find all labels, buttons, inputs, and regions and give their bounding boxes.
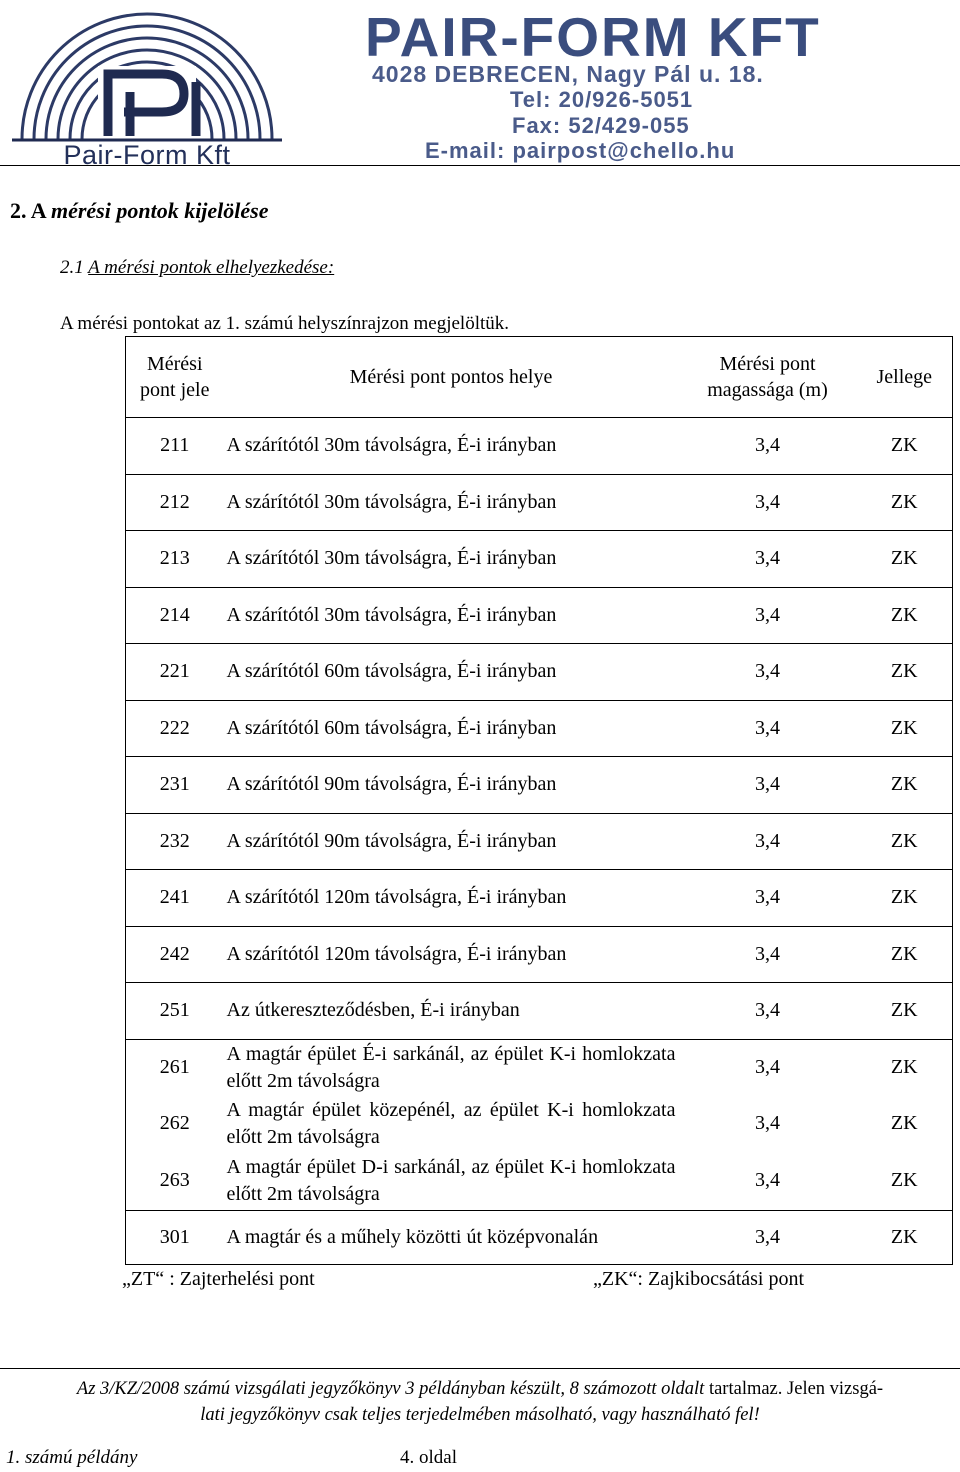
point-location: A magtár épület D-i sarkánál, az épület K-i homlokzata előtt 2m távolságra: [226, 1155, 676, 1205]
letterhead: [0, 0, 960, 170]
measurement-points-table: [125, 336, 953, 1265]
point-id: 251: [126, 983, 224, 1040]
table-row: [126, 813, 953, 870]
company-address: 4028 DEBRECEN, Nagy Pál u. 18.: [372, 61, 764, 87]
company-logo: [12, 4, 282, 170]
point-id: 301: [126, 1210, 224, 1264]
point-type: ZK: [857, 1096, 953, 1153]
subsection-heading: [60, 257, 334, 279]
point-type: ZK: [857, 700, 953, 757]
point-height: 3,4: [755, 773, 780, 796]
footer-text-b: tartalmaz.: [708, 1379, 783, 1399]
point-height: 3,4: [755, 716, 780, 739]
point-location: A magtár és a műhely közötti út középvonalán: [226, 1225, 599, 1248]
point-height: 3,4: [755, 886, 780, 909]
point-height: 3,4: [755, 434, 780, 457]
point-location: A szárítótól 30m távolságra, É-i irányban: [226, 434, 557, 457]
section-title: mérési pontok kijelölése: [50, 198, 269, 223]
point-type: ZK: [857, 1210, 953, 1264]
header-height: Mérési pont magassága (m): [679, 337, 857, 418]
point-location: A szárítótól 120m távolságra, É-i irányban: [226, 886, 567, 909]
point-id: 211: [126, 418, 224, 475]
point-height: 3,4: [755, 999, 780, 1022]
point-id: 222: [126, 700, 224, 757]
header-type: Jellege: [857, 337, 953, 418]
table-row: [126, 644, 953, 701]
section-heading: [10, 198, 269, 224]
point-id: 213: [126, 531, 224, 588]
point-type: ZK: [857, 757, 953, 814]
point-height: 3,4: [755, 660, 780, 683]
subsection-number: 2.1: [60, 257, 84, 278]
table-row: [126, 926, 953, 983]
point-height: 3,4: [755, 1169, 780, 1192]
point-type: ZK: [857, 1039, 953, 1096]
point-type: ZK: [857, 644, 953, 701]
point-location: A szárítótól 30m távolságra, É-i irányban: [226, 603, 557, 626]
table-row: [126, 1152, 953, 1210]
table-row: [126, 983, 953, 1040]
company-fax: Fax: 52/429-055: [512, 113, 690, 138]
logo-text: Pair-Form Kft: [63, 140, 231, 170]
table-header-row: [126, 337, 953, 418]
point-location: A szárítótól 90m távolságra, É-i irányban: [226, 829, 557, 852]
header-location: Mérési pont pontos helye: [224, 337, 679, 418]
table-row: [126, 531, 953, 588]
point-height: 3,4: [755, 1056, 780, 1078]
point-type: ZK: [857, 870, 953, 927]
footer-text-a: Az 3/KZ/2008 számú vizsgálati jegyzőkönyv 3 példányban készült, 8 számozott oldalt: [76, 1379, 705, 1399]
company-phone: Tel: 20/926-5051: [510, 87, 694, 112]
point-type: ZK: [857, 587, 953, 644]
logo-arcs-icon: [12, 4, 282, 144]
company-name: PAIR-FORM KFT: [365, 6, 821, 68]
point-location: A szárítótól 60m távolságra, É-i irányban: [226, 716, 557, 739]
header-divider: [0, 165, 960, 166]
point-location: A szárítótól 30m távolságra, É-i irányban: [226, 490, 557, 513]
point-location: A magtár épület közepénél, az épület K-i homlokzata előtt 2m távolságra: [226, 1098, 676, 1148]
point-id: 232: [126, 813, 224, 870]
point-location: A szárítótól 60m távolságra, É-i irányban: [226, 660, 557, 683]
point-height: 3,4: [755, 490, 780, 513]
point-location: A szárítótól 30m távolságra, É-i irányban: [226, 547, 557, 570]
footer-text-c: Jelen vizsgá-: [787, 1379, 884, 1399]
point-id: 262: [126, 1096, 224, 1153]
point-type: ZK: [857, 983, 953, 1040]
table-row: [126, 870, 953, 927]
table-row: [126, 757, 953, 814]
point-height: 3,4: [755, 1225, 780, 1248]
point-id: 212: [126, 474, 224, 531]
point-id: 263: [126, 1152, 224, 1210]
point-height: 3,4: [755, 1112, 780, 1135]
point-height: 3,4: [755, 547, 780, 570]
table-row: [126, 474, 953, 531]
point-type: ZK: [857, 1152, 953, 1210]
table-row: [126, 587, 953, 644]
point-id: 214: [126, 587, 224, 644]
company-email: E-mail: pairpost@chello.hu: [425, 138, 736, 163]
legend-zk: „ZK“: Zajkibocsátási pont: [593, 1268, 805, 1290]
table-row: [126, 1039, 953, 1096]
point-id: 221: [126, 644, 224, 701]
subsection-title: A mérési pontok elhelyezkedése:: [88, 257, 335, 278]
point-location: A szárítótól 90m távolságra, É-i irányban: [226, 773, 557, 796]
section-number: 2. A: [10, 198, 46, 223]
point-location: Az útkereszteződésben, É-i irányban: [226, 999, 520, 1022]
header-id: Mérési pont jele: [126, 337, 224, 418]
copy-number: 1. számú példány: [6, 1447, 138, 1468]
page-number: 4. oldal: [400, 1447, 457, 1468]
point-location: A magtár épület É-i sarkánál, az épület K-i homlokzata előtt 2m távolságra: [226, 1042, 676, 1092]
point-id: 242: [126, 926, 224, 983]
footer-note: [6, 1376, 954, 1428]
point-type: ZK: [857, 418, 953, 475]
point-id: 241: [126, 870, 224, 927]
point-type: ZK: [857, 531, 953, 588]
point-type: ZK: [857, 813, 953, 870]
point-type: ZK: [857, 474, 953, 531]
point-id: 231: [126, 757, 224, 814]
table-row: [126, 700, 953, 757]
footer-divider: [0, 1368, 960, 1369]
point-height: 3,4: [755, 603, 780, 626]
point-type: ZK: [857, 926, 953, 983]
intro-text: A mérési pontokat az 1. számú helyszínrajzon megjelöltük.: [60, 313, 510, 334]
point-height: 3,4: [755, 942, 780, 965]
table-row: [126, 1210, 953, 1264]
point-id: 261: [126, 1039, 224, 1096]
point-height: 3,4: [755, 829, 780, 852]
footer-text-d: lati jegyzőkönyv csak teljes terjedelmében másolható, vagy használható fel!: [200, 1405, 760, 1425]
legend-zt: „ZT“ : Zajterhelési pont: [122, 1268, 315, 1290]
table-row: [126, 418, 953, 475]
point-location: A szárítótól 120m távolságra, É-i irányban: [226, 942, 567, 965]
table-row: [126, 1096, 953, 1153]
